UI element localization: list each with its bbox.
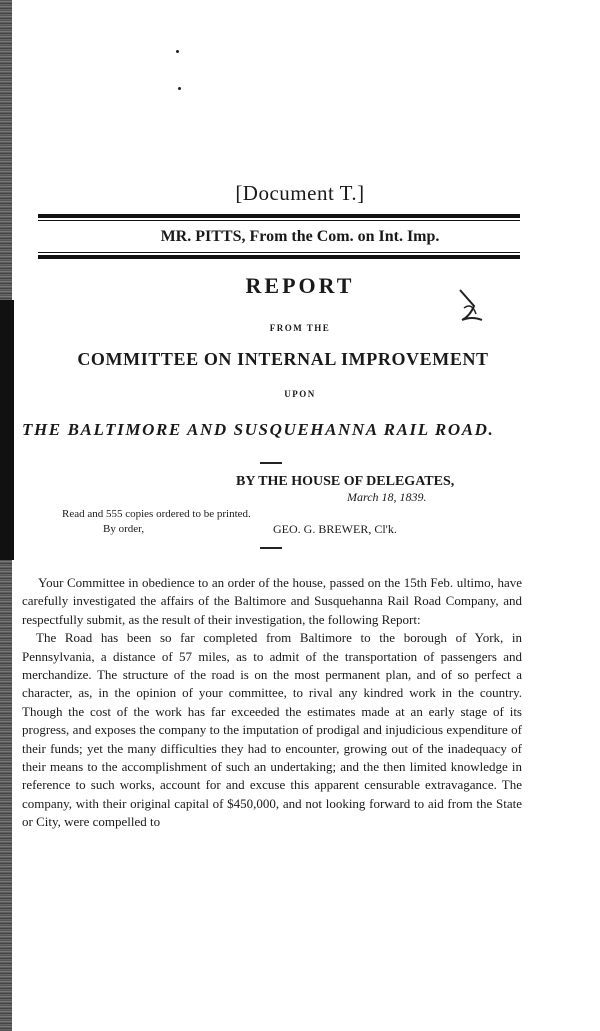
report-heading: REPORT — [245, 273, 355, 298]
clerk-signature: GEO. G. BREWER, Cl'k. — [273, 522, 397, 536]
handwritten-mark-icon — [452, 286, 492, 326]
divider-dash — [260, 462, 282, 464]
upon-line: UPON — [284, 389, 316, 399]
sponsor-line: MR. PITTS, From the Com. on Int. Imp. — [160, 228, 440, 245]
bottom-rule-thin — [38, 252, 520, 253]
ink-speck — [176, 50, 179, 53]
top-rule-thin — [38, 220, 520, 221]
paragraph-1: Your Committee in obedience to an order of the house, passed on the 15th Feb. ultimo, have carefully investigated the affairs of the Baltimore and Susquehanna Rail Road Company, and respectfully submit, as the result of their investigation, the following Report: — [22, 575, 522, 627]
divider-dash — [260, 547, 282, 549]
by-order-label: By order, — [103, 523, 145, 535]
subject-heading: THE BALTIMORE AND SUSQUEHANNA RAIL ROAD. — [22, 420, 495, 439]
bottom-rule — [38, 255, 520, 259]
from-the-line: FROM THE — [269, 323, 331, 333]
ink-speck — [178, 87, 181, 90]
printed-note: Read and 555 copies ordered to be printed. — [62, 508, 251, 520]
paragraph-2: The Road has been so far completed from Baltimore to the borough of York, in Pennsylvania, a distance of 57 miles, as to admit of the transportation of passengers and merchandize. The structure of the road is on the most permanent plan, and of so perfect a character, as, in the opinion of your committee, to rival any kindred work in the country. Though the cost of the work has far exceeded the estimates made at an early stage of its progress, and exposes the company to the imputation of prodigal and injudicious expenditure of their funds; yet the many difficulties they had to encounter, growing out of the inadequacy of their means to the accomplishment of such an undertaking; and the then limited knowledge in reference to such works, account for and excuse this apparent censurable extravagance. The company, with their original capital of $450,000, and not looking forward to aid from the State or City, were compelled to — [22, 630, 522, 830]
house-line: BY THE HOUSE OF DELEGATES, — [236, 474, 455, 489]
report-body — [22, 574, 522, 832]
top-rule — [38, 214, 520, 218]
date-line: March 18, 1839. — [347, 490, 427, 504]
committee-heading: COMMITTEE ON INTERNAL IMPROVEMENT — [77, 349, 489, 369]
page-binding-shadow — [0, 300, 14, 560]
document-title: [Document T.] — [235, 181, 365, 205]
